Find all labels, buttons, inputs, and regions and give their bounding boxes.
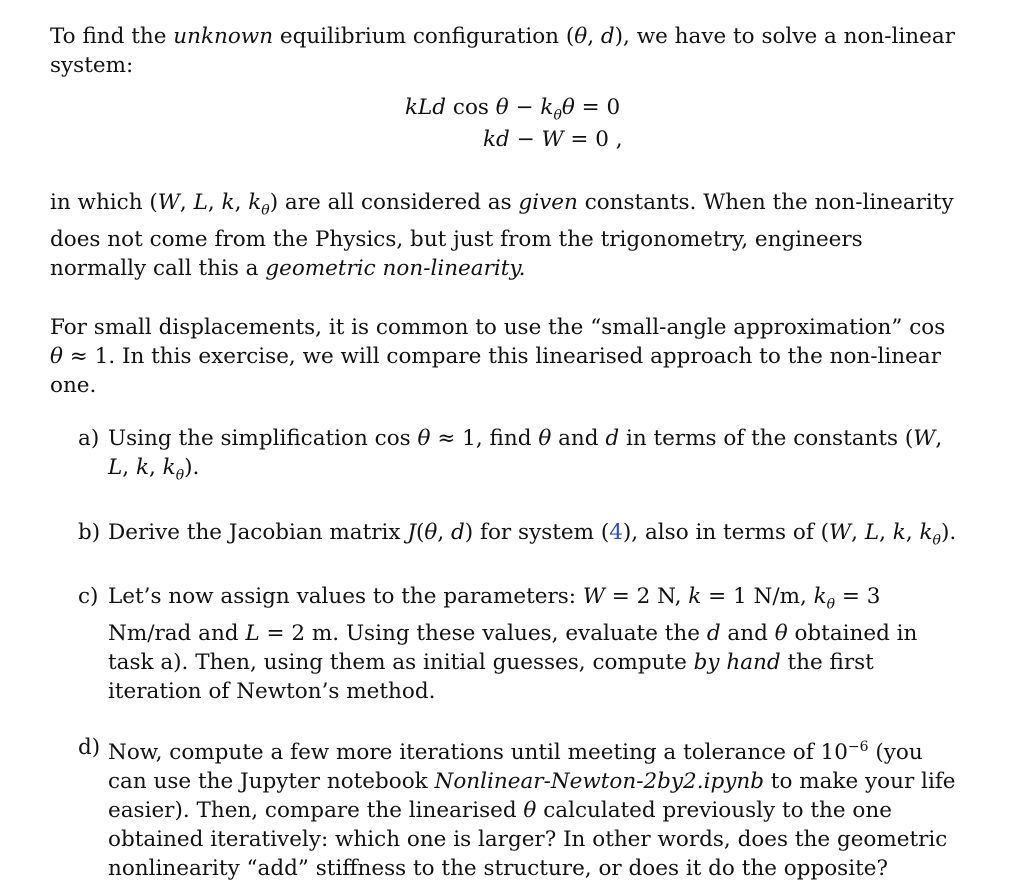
task-text: Using the simplification cos θ ≈ 1, find θ and d in terms of the constants (W, L, k, $k_\theta$). [108,426,943,484]
given-constants-paragraph: in which (W, L, k, $k_\theta$) are all considered as given constants. When the non-linearity does not come from the Physics, but just from the trigonometry, engineers normally call this a geometric non-linearity. [50,190,954,282]
task-label: d) [78,735,101,761]
equation-1: kLd $\cos \theta - k_\theta\theta = 0$ [405,95,621,124]
task-d [78,733,962,883]
task-label: b) [78,519,101,545]
equation-2: kd − W = 0 , [483,127,623,152]
task-b [78,518,962,555]
intro-paragraph: To find the unknown equilibrium configuration (θ, d), we have to solve a non-linear system: [50,24,955,78]
equation-system [50,93,962,157]
task-a [78,424,962,490]
small-angle-paragraph: For small displacements, it is common to use the “small-angle approximation” cos θ ≈ 1. In this exercise, we will compare this linearised approach to the non-linear one. [50,315,946,399]
task-c [78,582,962,706]
task-label: c) [78,583,99,609]
task-text: Let’s now assign values to the parameters: W = 2 N, k = 1 N/m, $k_\theta = 3$ Nm/rad and L = 2 m. Using these values, evaluate the d and θ obtained in task a). Then, using them as initial guesses, compute by hand the first iteration of Newton’s method. [108,583,918,705]
task-list [50,424,962,883]
task-text: Now, compute a few more iterations until meeting a tolerance of $10^{-6}$ (you can use the Jupyter notebook Nonlinear-Newton-2by2.ipynb to make your life easier). Then, compare the linearised θ calculated previously to the one obtained iteratively: which one is larger? In other words, does the geometric nonlinearity “add” stiffness to the structure, or does it do the opposite? [108,739,956,882]
task-label: a) [78,426,100,452]
equation-reference-link[interactable]: 4 [609,519,623,545]
task-text: Derive the Jacobian matrix J(θ, d) for system (4), also in terms of (W, L, k, $k_\theta$). [108,519,957,548]
